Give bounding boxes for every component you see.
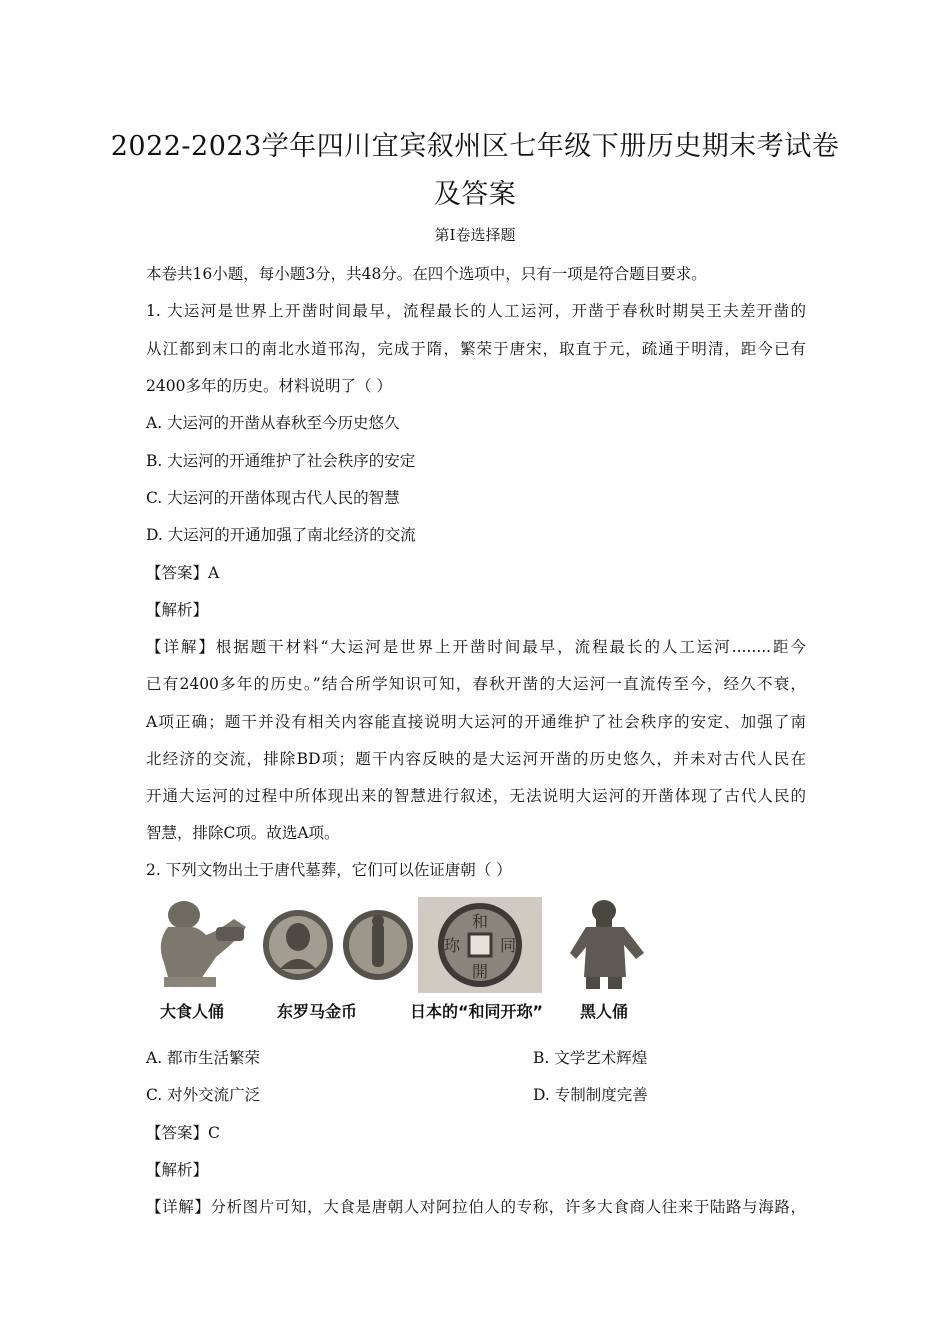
q1-option-d: D. 大运河的开通加强了南北经济的交流 — [146, 526, 416, 544]
q2-answer: 【答案】C — [146, 1124, 220, 1142]
q1-option-b: B. 大运河的开通维护了社会秩序的安定 — [146, 452, 416, 470]
coin-char-right: 同 — [499, 936, 517, 955]
q1-stem-line2: 从江都到末口的南北水道邗沟，完成于隋，繁荣于唐宋，取直于元，疏通于明清，距今已有 — [146, 340, 806, 358]
coin-char-bottom: 開 — [471, 962, 489, 981]
coin-char-left: 珎 — [443, 936, 461, 955]
q1-detail-line5: 开通大运河的过程中所体现出来的智慧进行叙述，无法说明大运河的开凿体现了古代人民的 — [146, 787, 806, 805]
african-figurine-image — [570, 900, 644, 989]
q2-detail-line1: 【详解】分析图片可知，大食是唐朝人对阿拉伯人的专称，许多大食商人往来于陆路与海路， — [146, 1198, 806, 1216]
q2-stem: 2. 下列文物出土于唐代墓葬，它们可以佐证唐朝（ ） — [146, 861, 512, 879]
q1-detail-line4: 北经济的交流，排除BD项；题干内容反映的是大运河开凿的历史悠久，并未对古代人民在 — [146, 750, 806, 768]
q1-detail-line2: 已有2400多年的历史。”结合所学知识可知，春秋开凿的大运河一直流传至今，经久不衰， — [146, 675, 806, 693]
q2-analysis-label: 【解析】 — [146, 1161, 209, 1179]
q1-answer: 【答案】A — [146, 564, 220, 582]
q1-detail-line3: A项正确；题干并没有相关内容能直接说明大运河的开通维护了社会秩序的安定、加强了南 — [146, 713, 806, 731]
q1-stem-line3: 2400多年的历史。材料说明了（ ） — [146, 377, 392, 395]
coin-char-top: 和 — [471, 912, 489, 931]
q1-option-c: C. 大运河的开凿体现古代人民的智慧 — [146, 489, 400, 507]
section-title: 第Ⅰ卷选择题 — [434, 226, 516, 244]
arab-figurine-image — [161, 901, 246, 987]
q1-analysis-label: 【解析】 — [146, 601, 209, 619]
q2-option-a: A. 都市生活繁荣 — [146, 1049, 261, 1067]
q2-option-d: D. 专制制度完善 — [533, 1086, 648, 1104]
caption-byzantine-coin: 东罗马金币 — [277, 1002, 358, 1021]
wadokaichin-coin-image — [418, 897, 542, 993]
q1-detail-line6: 智慧，排除C项。故选A项。 — [146, 824, 340, 842]
instructions: 本卷共16小题，每小题3分，共48分。在四个选项中，只有一项是符合题目要求。 — [146, 265, 707, 283]
q1-stem-line1: 1. 大运河是世界上开凿时间最早，流程最长的人工运河，开凿于春秋时期吴王夫差开凿的 — [146, 302, 806, 320]
q2-artifacts-figure — [146, 897, 666, 1027]
caption-arab-figurine: 大食人俑 — [160, 1002, 225, 1021]
q1-option-a: A. 大运河的开凿从春秋至今历史悠久 — [146, 414, 400, 432]
q1-detail-line1: 【详解】根据题干材料“大运河是世界上开凿时间最早，流程最长的人工运河........距今 — [146, 638, 806, 656]
q2-option-b: B. 文学艺术辉煌 — [533, 1049, 648, 1067]
artifacts-illustration — [146, 897, 666, 997]
document-title-line2: 及答案 — [433, 179, 517, 210]
document-title-line1: 2022-2023学年四川宜宾叙州区七年级下册历史期末考试卷 — [110, 131, 840, 162]
caption-african-figurine: 黑人俑 — [580, 1002, 629, 1021]
byzantine-coins-image — [263, 910, 413, 980]
q2-option-c: C. 对外交流广泛 — [146, 1086, 261, 1104]
caption-wadokaichin: 日本的“和同开珎” — [410, 1002, 544, 1021]
